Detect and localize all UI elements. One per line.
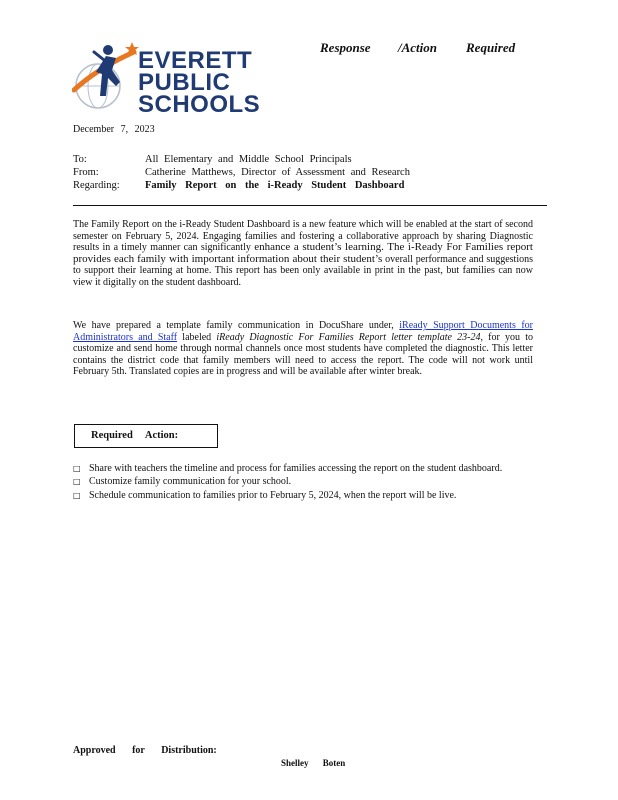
action-list: [73, 463, 533, 502]
paragraph-template-italic: iReady Diagnostic For Families Report letter template 23-24: [216, 331, 481, 343]
list-item: [73, 476, 533, 488]
paragraph-intro-a: The Family Report on the i-Ready Student Dashboard is a new feature which will be enabled at the start of second semester on February 5, 2024. Engaging families and fostering a collaborative approach by sharing Diagnostic results in a timely manner can significantly: [73, 219, 533, 253]
paragraph-intro: [73, 219, 533, 288]
list-item: [73, 463, 533, 475]
from-value: Catherine Matthews, Director of Assessment and Research: [145, 167, 410, 178]
bullet-icon: □: [73, 491, 81, 500]
logo-line-2: PUBLIC: [138, 69, 231, 96]
logo-emblem-icon: [72, 38, 140, 110]
header-response: Response: [320, 40, 371, 55]
action-item-1: Share with teachers the timeline and process for families accessing the report on the student dashboard.: [89, 463, 503, 474]
paragraph-template-c: , for you to customize and send home through normal channels once most students have completed the diagnostic. This letter contains the district code that family members will need to access the report. The code will not work until February 5th. Translated copies are in progress and will be available after winter break.: [73, 331, 534, 377]
header-required: Required: [466, 40, 516, 55]
paragraph-intro-b: enhance a student’s learning. The i-Ready For Families report provides each family with important information about their student’s: [73, 241, 533, 265]
action-item-3: Schedule communication to families prior to February 5, 2024, when the report will be live.: [89, 490, 457, 501]
logo-line-1: EVERETT: [138, 47, 253, 74]
bullet-icon: □: [73, 464, 81, 473]
header-divider: [73, 205, 547, 206]
list-item: [73, 490, 533, 502]
bullet-icon: □: [73, 476, 81, 486]
required-action-box: [74, 424, 218, 448]
to-value: All Elementary and Middle School Principals: [145, 154, 352, 165]
paragraph-intro-c: overall performance and suggestions to support their learning at home. This report has been only available in print in the past, but families can now view it digitally on the student dashboard.: [73, 253, 533, 288]
paragraph-template: [73, 320, 533, 378]
to-label: To:: [73, 154, 87, 165]
logo-line-3: SCHOOLS: [138, 91, 261, 118]
header-action: /Action: [398, 40, 438, 55]
approver-name: Shelley Boten: [281, 758, 346, 768]
from-label: From:: [73, 167, 99, 178]
paragraph-template-b: labeled: [182, 331, 212, 343]
docushare-link[interactable]: iReady Support Documents for Administrators and Staff: [73, 320, 534, 343]
regarding-value: Family Report on the i-Ready Student Dashboard: [145, 180, 405, 191]
paragraph-template-a: We have prepared a template family communication in DocuShare under,: [73, 320, 394, 331]
required-action-label: Required Action:: [91, 430, 179, 441]
memo-date: December 7, 2023: [73, 124, 155, 135]
action-item-2: Customize family communication for your school.: [89, 475, 292, 487]
regarding-label: Regarding:: [73, 180, 120, 191]
logo: [72, 38, 261, 118]
approval-label: Approved for Distribution:: [73, 745, 217, 756]
